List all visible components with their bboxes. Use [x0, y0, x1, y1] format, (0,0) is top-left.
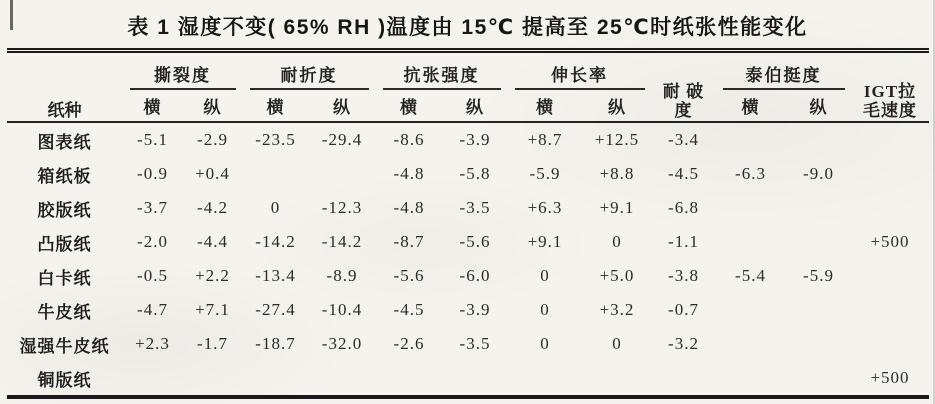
- table-row: [7, 157, 929, 191]
- value-cell: +5.0: [599, 266, 635, 285]
- value-cell: -3.7: [137, 198, 168, 217]
- value-cell: -32.0: [321, 334, 363, 353]
- value-cell: -4.2: [197, 198, 228, 217]
- value-cell: -6.0: [459, 266, 491, 285]
- table-body: [7, 122, 929, 397]
- value-cell: +9.1: [527, 232, 563, 251]
- value-cell: -5.4: [735, 266, 766, 285]
- value-cell: -1.1: [668, 232, 699, 251]
- value-cell: -5.1: [137, 130, 168, 149]
- table-title: 表 1 湿度不变( 65% RH )温度由 15℃ 提高至 25℃时纸张性能变化: [127, 16, 808, 39]
- table-header: [7, 51, 929, 123]
- value-cell: +8.7: [527, 130, 563, 149]
- value-cell: [243, 157, 309, 191]
- value-cell: +8.8: [599, 164, 635, 183]
- value-cell: +9.1: [599, 198, 635, 217]
- column-group-folding-endurance: [243, 51, 376, 91]
- header-line: IGT拉: [863, 81, 917, 101]
- paper-properties-table: [7, 48, 929, 399]
- group-label: 抗张强度: [383, 61, 501, 90]
- value-cell: -5.6: [459, 232, 491, 251]
- value-cell: -14.2: [255, 232, 296, 251]
- value-cell: 0: [612, 334, 622, 353]
- value-cell: -29.4: [321, 130, 363, 149]
- subcolumn-machine: 纵: [786, 90, 852, 122]
- value-cell: +6.3: [527, 198, 563, 217]
- column-group-tensile-strength: [376, 51, 508, 91]
- table-row: [7, 225, 929, 259]
- group-label: 伸长率: [515, 61, 645, 90]
- group-label: 耐折度: [250, 61, 369, 90]
- table-row: [7, 191, 929, 225]
- paper-type-cell: 铜版纸: [37, 370, 92, 390]
- value-cell: +12.5: [594, 130, 640, 149]
- paper-type-cell: 湿强牛皮纸: [19, 336, 110, 356]
- subcolumn-machine: 纵: [309, 90, 376, 122]
- column-header-burst-strength: [652, 51, 716, 123]
- value-cell: -12.3: [321, 198, 363, 217]
- header-group-row: [7, 51, 929, 91]
- paper-type-cell: 凸版纸: [37, 234, 92, 254]
- value-cell: [376, 361, 443, 397]
- table-row: [7, 327, 929, 361]
- subcolumn-cross: 横: [716, 90, 786, 122]
- value-cell: -4.5: [393, 300, 425, 319]
- subcolumn-machine: 纵: [583, 90, 652, 122]
- header-line: 毛速度: [863, 101, 917, 121]
- value-cell: [309, 157, 376, 191]
- value-cell: [786, 225, 852, 259]
- value-cell: [786, 293, 852, 327]
- value-cell: +2.2: [195, 266, 230, 285]
- scan-artifact: [10, 0, 13, 30]
- column-header-igt-pick-speed: [852, 51, 929, 123]
- column-group-tear-resistance: [123, 51, 243, 91]
- value-cell: -3.9: [459, 130, 491, 149]
- table-row: [7, 293, 929, 327]
- value-cell: -9.0: [803, 164, 834, 183]
- value-cell: -1.7: [197, 334, 228, 353]
- value-cell: -18.7: [255, 334, 296, 353]
- value-cell: -3.5: [459, 198, 491, 217]
- value-cell: +0.4: [195, 164, 230, 183]
- value-cell: -23.5: [255, 130, 296, 149]
- table-row: [7, 361, 929, 397]
- value-cell: -4.7: [137, 300, 168, 319]
- value-cell: +2.3: [135, 334, 170, 353]
- value-cell: [786, 122, 852, 157]
- header-line: 度: [674, 101, 693, 121]
- column-group-taber-stiffness: [716, 51, 852, 91]
- value-cell: 0: [540, 334, 550, 353]
- value-cell: [852, 122, 929, 157]
- value-cell: -3.2: [668, 334, 699, 353]
- value-cell: [716, 225, 786, 259]
- value-cell: [786, 327, 852, 361]
- value-cell: [716, 361, 786, 397]
- value-cell: -5.6: [393, 266, 425, 285]
- value-cell: +7.1: [195, 300, 230, 319]
- value-cell: 0: [612, 232, 622, 251]
- column-header-paper-type: 纸种: [7, 51, 123, 123]
- subcolumn-cross: 横: [123, 90, 183, 122]
- value-cell: [716, 327, 786, 361]
- value-cell: [852, 191, 929, 225]
- value-cell: -6.3: [735, 164, 766, 183]
- value-cell: -8.7: [393, 232, 425, 251]
- value-cell: [852, 157, 929, 191]
- value-cell: -5.8: [459, 164, 491, 183]
- value-cell: -4.8: [393, 164, 425, 183]
- subcolumn-machine: 纵: [183, 90, 243, 122]
- value-cell: [852, 259, 929, 293]
- header-line: 耐 破: [662, 81, 705, 101]
- value-cell: -6.8: [668, 198, 699, 217]
- value-cell: [716, 293, 786, 327]
- value-cell: [852, 327, 929, 361]
- value-cell: -4.8: [393, 198, 425, 217]
- value-cell: -3.4: [668, 130, 699, 149]
- value-cell: -5.9: [803, 266, 834, 285]
- value-cell: [716, 191, 786, 225]
- value-cell: 0: [540, 300, 550, 319]
- value-cell: [123, 361, 183, 397]
- value-cell: -8.9: [326, 266, 358, 285]
- subcolumn-cross: 横: [243, 90, 309, 122]
- value-cell: -2.0: [137, 232, 168, 251]
- value-cell: -5.9: [529, 164, 561, 183]
- paper-type-cell: 白卡纸: [37, 268, 92, 288]
- subcolumn-cross: 横: [508, 90, 583, 122]
- table-row: [7, 122, 929, 157]
- value-cell: -3.8: [668, 266, 699, 285]
- value-cell: +3.2: [599, 300, 635, 319]
- value-cell: -14.2: [321, 232, 363, 251]
- value-cell: [243, 361, 309, 397]
- value-cell: 0: [270, 198, 281, 217]
- value-cell: +500: [870, 232, 910, 251]
- header-sub-row: [7, 90, 929, 122]
- group-label: 撕裂度: [130, 61, 236, 90]
- value-cell: -0.9: [137, 164, 168, 183]
- value-cell: [716, 122, 786, 157]
- column-group-elongation: [508, 51, 652, 91]
- value-cell: [309, 361, 376, 397]
- value-cell: -10.4: [321, 300, 363, 319]
- value-cell: [443, 361, 508, 397]
- value-cell: -2.9: [197, 130, 228, 149]
- group-label: 泰伯挺度: [723, 61, 845, 90]
- value-cell: [786, 191, 852, 225]
- table-row: [7, 259, 929, 293]
- value-cell: [508, 361, 583, 397]
- value-cell: -13.4: [255, 266, 296, 285]
- value-cell: -4.5: [668, 164, 699, 183]
- value-cell: [786, 361, 852, 397]
- paper-type-cell: 胶版纸: [37, 200, 92, 220]
- value-cell: -0.5: [137, 266, 168, 285]
- value-cell: [652, 361, 716, 397]
- value-cell: -2.6: [393, 334, 425, 353]
- paper-type-cell: 图表纸: [37, 132, 92, 152]
- value-cell: [583, 361, 652, 397]
- paper-type-cell: 箱纸板: [37, 166, 92, 186]
- value-cell: 0: [540, 266, 550, 285]
- subcolumn-machine: 纵: [443, 90, 508, 122]
- value-cell: -0.7: [668, 300, 699, 319]
- value-cell: -8.6: [393, 130, 425, 149]
- value-cell: [852, 293, 929, 327]
- paper-type-cell: 牛皮纸: [37, 302, 92, 322]
- value-cell: -4.4: [197, 232, 228, 251]
- subcolumn-cross: 横: [376, 90, 443, 122]
- value-cell: +500: [870, 368, 910, 387]
- value-cell: -3.5: [459, 334, 491, 353]
- value-cell: [183, 361, 243, 397]
- value-cell: -3.9: [459, 300, 491, 319]
- value-cell: -27.4: [255, 300, 296, 319]
